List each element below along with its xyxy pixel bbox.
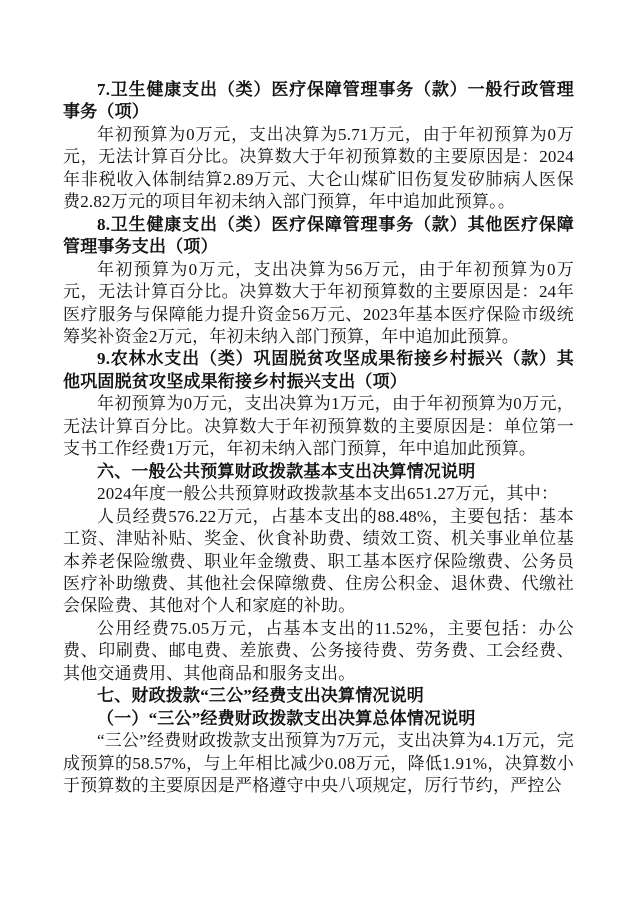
heading-paragraph: 7.卫生健康支出（类）医疗保障管理事务（款）一般行政管理事务（项） [63, 80, 574, 122]
heading-paragraph: 9.农林水支出（类）巩固脱贫攻坚成果衔接乡村振兴（款）其他巩固脱贫攻坚成果衔接乡村振兴支出（项） [63, 349, 574, 391]
heading-paragraph: 七、财政拨款“三公”经费支出决算情况说明 [97, 686, 424, 706]
heading-paragraph: （一）“三公”经费财政拨款支出决算总体情况说明 [97, 708, 476, 728]
body-paragraph: 年初预算为0万元，支出决算为56万元，由于年初预算为0万元，无法计算百分比。决算数大于年初预算数的主要原因是：24年医疗服务与保障能力提升资金56万元、2023年基本医疗保险市级统筹奖补资金2万元，年初未纳入部门预算，年中追加此预算。 [63, 259, 574, 346]
body-paragraph: “三公”经费财政拨款支出预算为7万元，支出决算为4.1万元，完成预算的58.57%，与上年相比减少0.08万元，降低1.91%，决算数小于预算数的主要原因是严格遵守中央八项规定，厉行节约，严控公 [63, 731, 574, 796]
body-paragraph: 年初预算为0万元，支出决算为5.71万元，由于年初预算为0万元，无法计算百分比。决算数大于年初预算数的主要原因是：2024年非税收入体制结算2.89万元、大仑山煤矿旧伤复发矽肺病人医保费2.82万元的项目年初未纳入部门预算，年中追加此预算。。 [63, 124, 574, 212]
body-paragraph: 公用经费75.05万元，占基本支出的11.52%，主要包括：办公费、印刷费、邮电费、差旅费、公务接待费、劳务费、工会经费、其他交通费用、其他商品和服务支出。 [63, 618, 574, 683]
heading-paragraph: 六、一般公共预算财政拨款基本支出决算情况说明 [97, 461, 476, 481]
body-paragraph: 2024年度一般公共预算财政拨款基本支出651.27万元，其中： [97, 484, 559, 504]
body-paragraph: 人员经费576.22万元，占基本支出的88.48%，主要包括：基本工资、津贴补贴、奖金、伙食补助费、绩效工资、机关事业单位基本养老保险缴费、职业年金缴费、职工基本医疗保险缴费、公务员医疗补助缴费、其他社会保障缴费、住房公积金、退休费、代缴社会保险费、其他对个人和家庭的补助。 [63, 506, 574, 616]
body-paragraph: 年初预算为0万元，支出决算为1万元，由于年初预算为0万元，无法计算百分比。决算数大于年初预算数的主要原因是：单位第一支书工作经费1万元，年初未纳入部门预算，年中追加此预算。 [63, 394, 574, 459]
document-content [63, 79, 574, 798]
heading-paragraph: 8.卫生健康支出（类）医疗保障管理事务（款）其他医疗保障管理事务支出（项） [63, 214, 574, 257]
